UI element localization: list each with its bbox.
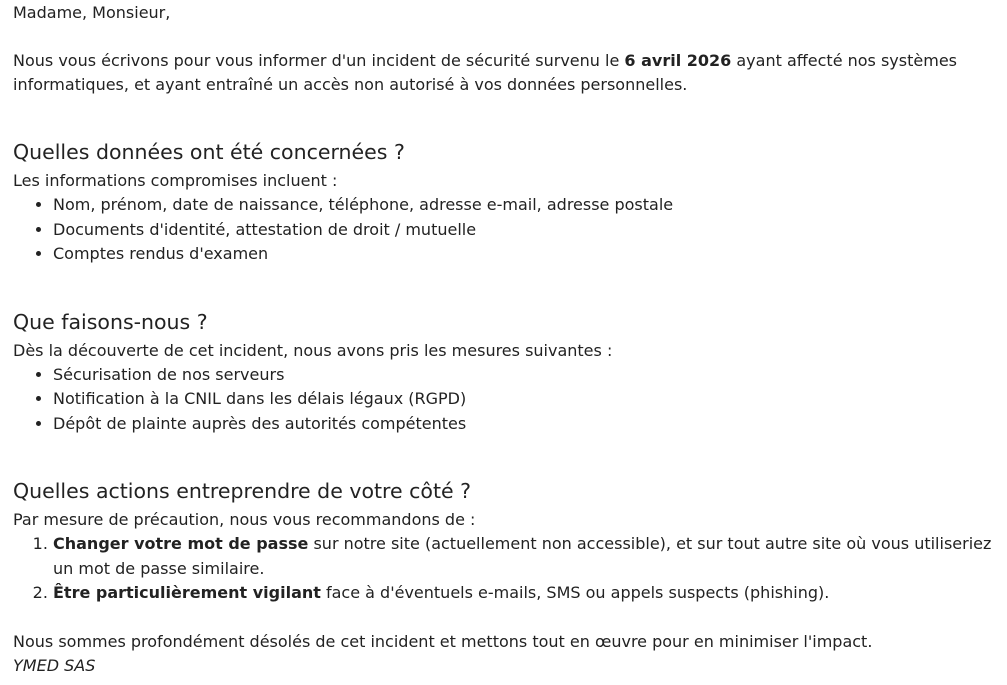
intro-text-after: ayant affecté nos systèmes informatiques, et ayant entraîné un accès non autorisé à vos données personnelles. <box>13 51 957 94</box>
list-item: • Nom, prénom, date de naissance, téléphone, adresse e-mail, adresse postale <box>53 193 1007 218</box>
intro-paragraph <box>13 49 1007 97</box>
heading-data-concerned: Quelles données ont été concernées ? <box>13 140 405 164</box>
data-concerned-list <box>13 193 1007 267</box>
list-item: • Documents d'identité, attestation de droit / mutuelle <box>53 218 1007 243</box>
intro-text-before: Nous vous écrivons pour vous informer d'un incident de sécurité survenu le <box>13 51 625 70</box>
list-item: • Sécurisation de nos serveurs <box>53 363 1007 388</box>
incident-date: 6 avril 2026 <box>624 51 732 70</box>
your-actions-lead: Par mesure de précaution, nous vous recommandons de : <box>13 510 476 529</box>
list-item <box>53 581 1007 606</box>
list-item: • Notification à la CNIL dans les délais légaux (RGPD) <box>53 387 1007 412</box>
heading-your-actions: Quelles actions entreprendre de votre côté ? <box>13 479 472 503</box>
heading-what-we-do: Que faisons-nous ? <box>13 309 208 334</box>
closing-paragraph: Nous sommes profondément désolés de cet incident et mettons tout en œuvre pour en minimiser l'impact. <box>13 631 873 651</box>
recommendation-text: face à d'éventuels e-mails, SMS ou appels suspects (phishing). <box>320 583 830 602</box>
your-actions-list <box>13 532 1007 606</box>
what-we-do-list <box>13 363 1007 437</box>
list-item <box>53 532 1007 581</box>
list-item: • Dépôt de plainte auprès des autorités compétentes <box>53 412 1007 437</box>
greeting: Madame, Monsieur, <box>13 3 171 22</box>
recommendation-text: sur notre site (actuellement non accessible), et sur tout autre site où vous utiliseriez un mot de passe similaire. <box>53 534 992 578</box>
recommendation-bold: Être particulièrement vigilant <box>53 583 321 602</box>
what-we-do-lead: Dès la découverte de cet incident, nous avons pris les mesures suivantes : <box>13 340 613 360</box>
signature: YMED SAS <box>13 655 96 675</box>
recommendation-bold: Changer votre mot de passe <box>53 534 309 553</box>
list-item: • Comptes rendus d'examen <box>53 242 1007 267</box>
data-concerned-lead: Les informations compromises incluent : <box>13 171 338 190</box>
